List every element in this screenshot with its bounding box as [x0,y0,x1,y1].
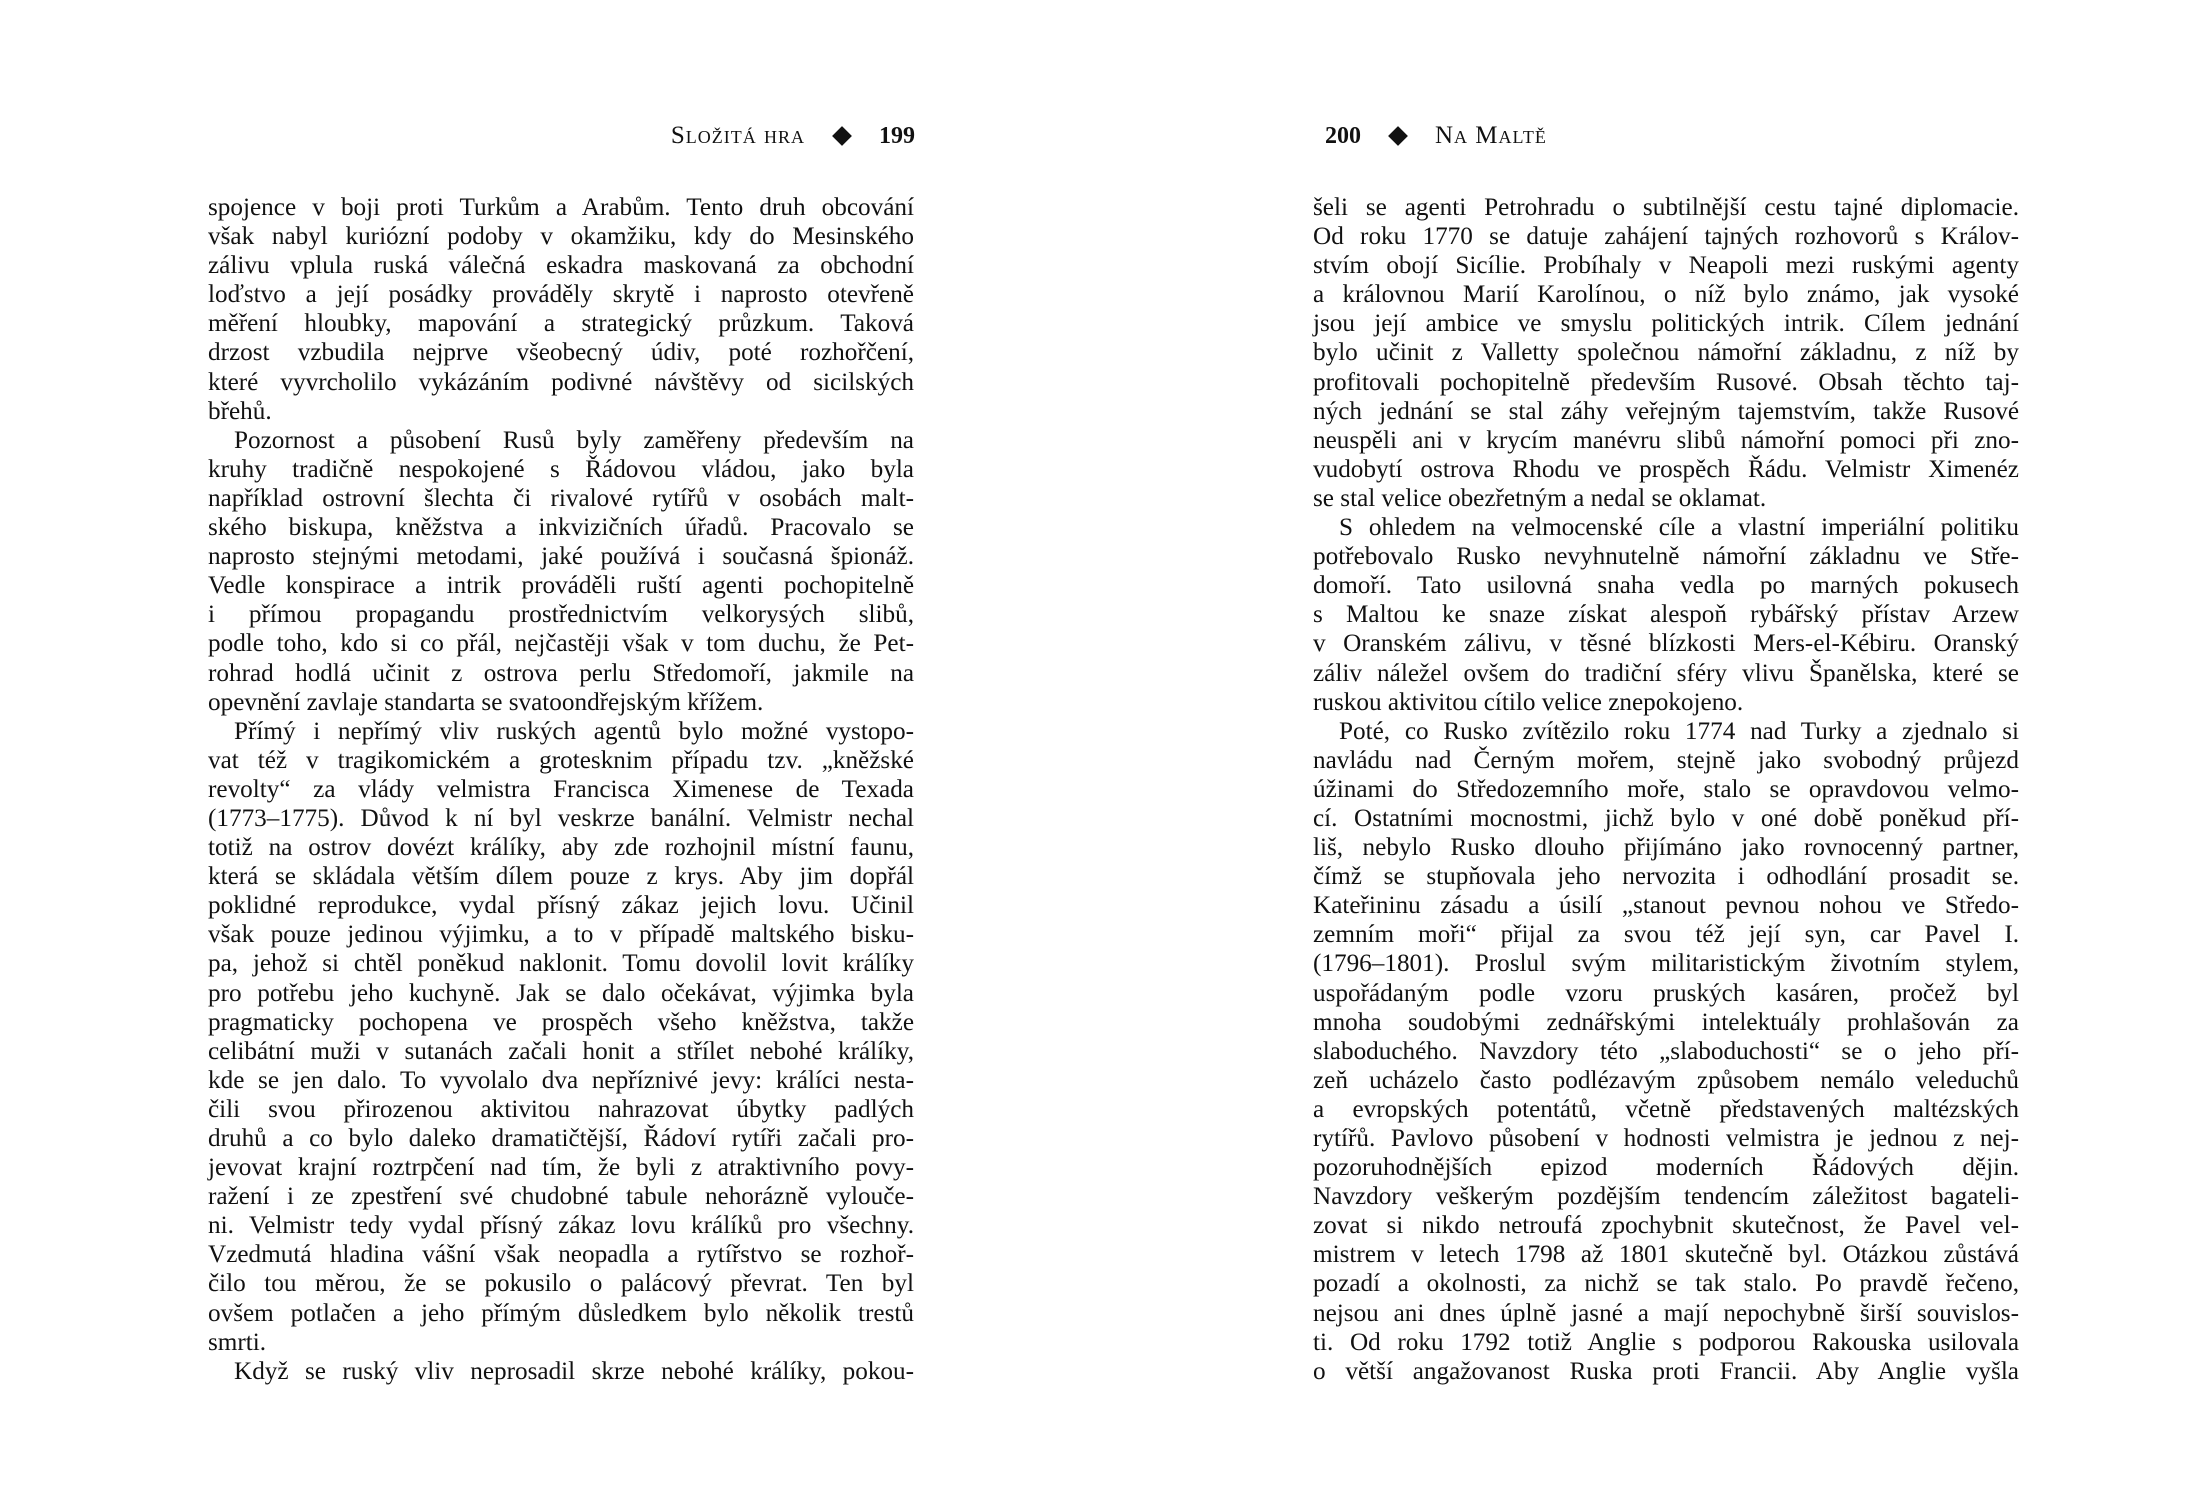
text-line: Vedle konspirace a intrik prováděli ruští agenti pochopitelně [208,572,914,600]
text-line: vudobytí ostrova Rhodu ve prospěch Řádu. Velmistr Ximenéz [1313,455,2019,483]
text-line: revolty“ za vlády velmistra Francisca Ximenese de Texada [208,775,914,803]
paragraph [1313,717,2019,1386]
text-line: mnoha soudobými zednářskými intelektuály prohlašován za [1313,1008,2019,1036]
text-line: ni. Velmistr tedy vydal přísný zákaz lovu králíků pro všechny. [208,1212,914,1240]
running-head-right [1325,118,1547,154]
text-line: druhů a co bylo daleko dramatičtější, Řádoví rytíři začali pro- [208,1125,914,1152]
text-line: břehů. [208,397,272,425]
text-line: kde se jen dalo. To vyvolalo dva nepříznivé jevy: králíci nesta- [208,1066,914,1094]
page-number: 199 [879,122,915,149]
text-line: například ostrovní šlechta či rivalové rytířů v osobách malt- [208,484,914,512]
chapter-title: Na Maltě [1435,122,1547,149]
text-line: které vyvrcholilo vykázáním podivné návštěvy od sicilských [208,368,914,396]
paragraph [208,717,914,1357]
text-line: nejsou ani dnes úplně jasné a mají nepochybně širší souvislos- [1313,1299,2019,1327]
text-line: mistrem v letech 1798 až 1801 skutečně byl. Otázkou zůstává [1313,1241,2019,1269]
text-line: cí. Ostatními mocnostmi, jichž bylo v oné době poněkud pří- [1313,804,2019,832]
text-line: rytířů. Pavlovo působení v hodnosti velmistra je jednou z nej- [1313,1125,2019,1152]
paragraph [1313,193,2019,513]
text-line: pragmaticky pochopena ve prospěch všeho kněžstva, takže [208,1008,914,1036]
text-line: naprosto stejnými metodami, jaké používá i současná špionáž. [208,543,914,571]
text-line: drzost vzbudila nejprve všeobecný údiv, poté rozhořčení, [208,339,914,367]
paragraph [208,426,914,717]
text-line: vat též v tragikomickém a grotesknim případu tzv. „kněžské [208,746,914,774]
text-line: čilo tou měrou, že se pokusilo o palácový převrat. Ten byl [208,1270,914,1298]
text-line: poklidné reprodukce, vydal přísný zákaz jejich lovu. Učinil [208,892,914,920]
text-line: profitovali pochopitelně především Rusové. Obsah těchto taj- [1313,368,2019,396]
text-line: stvím obojí Sicílie. Probíhaly v Neapoli mezi ruskými agenty [1313,252,2019,280]
text-line: zeň ucházelo často podlézavým způsobem nemálo veleduchů [1313,1066,2019,1094]
text-line: ského biskupa, kněžstva a inkvizičních úřadů. Pracovalo se [208,514,914,542]
text-line: o větší angažovanost Ruska proti Francii. Aby Anglie vyšla [1313,1357,2019,1385]
text-line: Když se ruský vliv neprosadil skrze nebohé králíky, pokou- [234,1357,914,1385]
body-text [1313,193,2019,1386]
text-line: Vzedmutá hladina vášní však neopadla a rytířstvo se rozhoř- [208,1241,914,1269]
text-line: navládu nad Černým mořem, stejně jako svobodný průjezd [1313,746,2019,774]
text-line: uspořádaným podle vzoru pruských kasáren, pročež byl [1313,979,2019,1007]
paragraph [208,1357,914,1386]
text-line: záliv náležel ovšem do tradiční sféry vlivu Španělska, které se [1313,659,2019,687]
text-line: pro potřebu jeho kuchyně. Jak se dalo očekávat, výjimka byla [208,979,914,1007]
text-line: čímž se stupňovala jeho nervozita i odhodlání prosadit se. [1313,863,2019,891]
paragraph [1313,513,2019,717]
text-line: pa, jehož si chtěl poněkud naklonit. Tomu dovolil lovit králíky [208,950,914,978]
text-line: ti. Od roku 1792 totiž Anglie s podporou Rakouska usilovala [1313,1328,2019,1356]
text-line: loďstvo a její posádky prováděly skrytě i naprosto otevřeně [208,281,914,309]
text-line: ovšem potlačen a jeho přímým důsledkem bylo několik trestů [208,1299,914,1327]
page-number: 200 [1325,122,1361,149]
text-line: slaboduchého. Navzdory této „slaboduchosti“ se o jeho pří- [1313,1037,2019,1065]
text-line: měření hloubky, mapování a strategický průzkum. Taková [208,310,914,338]
text-line: liš, nebylo Rusko dlouho přijímáno jako rovnocenný partner, [1313,834,2019,862]
text-line: smrti. [208,1328,267,1356]
running-head-left [671,118,915,154]
text-line: podle toho, kdo si co přál, nejčastěji však v tom duchu, že Pet- [208,630,914,658]
text-line: Od roku 1770 se datuje zahájení tajných rozhovorů s Králov- [1313,223,2019,251]
text-line: ných jednání se stal záhy veřejným tajemstvím, takže Rusové [1313,397,2019,425]
text-line: kruhy tradičně nespokojené s Řádovou vládou, jako byla [208,455,914,483]
text-line: celibátní muži v sutanách začali honit a střílet nebohé králíky, [208,1037,914,1065]
text-line: pozadí a okolnosti, za nichž se tak stalo. Po pravdě řečeno, [1313,1270,2019,1298]
text-line: však pouze jedinou výjimku, a to v případě maltského bisku- [208,921,914,949]
text-line: rohrad hodlá učinit z ostrova perlu Středomoří, jakmile na [208,659,914,687]
text-line: jsou její ambice ve smyslu politických intrik. Cílem jednání [1313,310,2019,338]
text-line: a evropských potentátů, včetně představených maltézských [1313,1095,2019,1123]
body-text [208,193,914,1386]
text-line: jevovat krajní roztrpčení nad tím, že byli z atraktivního povy- [208,1154,914,1182]
diamond-ornament-icon [832,126,852,146]
text-line: Navzdory veškerým pozdějším tendencím záležitost bagateli- [1313,1183,2019,1211]
text-line: ruskou aktivitou cítilo velice znepokojeno. [1313,688,1744,716]
diamond-ornament-icon [1388,126,1408,146]
text-line: totiž na ostrov dovézt králíky, aby zde rozhojnil místní faunu, [208,834,914,862]
text-line: šeli se agenti Petrohradu o subtilnější cestu tajné diplomacie. [1313,194,2019,221]
text-line: Pozornost a působení Rusů byly zaměřeny především na [234,426,914,454]
chapter-title: Složitá hra [670,122,805,149]
text-line: se stal velice obezřetným a nedal se oklamat. [1313,484,1767,512]
text-line: potřebovalo Rusko nevyhnutelně námořní základnu ve Stře- [1313,543,2019,571]
text-line: domoří. Tato usilovná snaha vedla po marných pokusech [1313,572,2019,600]
text-line: úžinami do Středozemního moře, stalo se opravdovou velmo- [1313,775,2019,803]
text-line: zemním moři“ přijal za svou též její syn, car Pavel I. [1313,921,2019,949]
text-line: bylo učinit z Valletty společnou námořní základnu, z níž by [1313,339,2019,367]
text-line: ražení i ze zpestření své chudobné tabule nehorázně vylouče- [208,1183,914,1211]
text-line: však nabyl kuriózní podoby v okamžiku, kdy do Mesinského [208,223,914,251]
text-line: s Maltou ke snaze získat alespoň rybářský přístav Arzew [1313,601,2019,629]
paragraph [208,193,914,426]
text-line: (1773–1775). Důvod k ní byl veskrze banální. Velmistr nechal [208,804,914,832]
text-line: neuspěli ani v krycím manévru slibů námořní pomoci při zno- [1313,426,2019,454]
text-line: spojence v boji proti Turkům a Arabům. Tento druh obcování [208,194,914,221]
text-line: která se skládala větším dílem pouze z krys. Aby jim dopřál [208,863,914,891]
right-page [1105,0,2210,1500]
text-line: pozoruhodnějších epizod moderních Řádových dějin. [1313,1154,2019,1182]
text-line: zálivu vplula ruská válečná eskadra maskovaná za obchodní [208,252,914,280]
text-line: a královnou Marií Karolínou, o níž bylo známo, jak vysoké [1313,281,2019,309]
text-line: Poté, co Rusko zvítězilo roku 1774 nad Turky a zjednalo si [1339,717,2019,745]
text-line: v Oranském zálivu, v těsné blízkosti Mers-el-Kébiru. Oranský [1313,630,2019,658]
text-line: (1796–1801). Proslul svým militaristickým životním stylem, [1313,950,2019,978]
text-line: zovat si nikdo netroufá zpochybnit skutečnost, že Pavel vel- [1313,1212,2019,1240]
text-line: S ohledem na velmocenské cíle a vlastní imperiální politiku [1339,514,2019,542]
text-line: opevnění zavlaje standarta se svatoondřejským křížem. [208,688,764,716]
text-line: čili svou přirozenou aktivitou nahrazovat úbytky padlých [208,1095,914,1123]
text-line: Kateřininu zásadu a úsilí „stanout pevnou nohou ve Středo- [1313,892,2019,920]
text-line: i přímou propagandu prostřednictvím velkorysých slibů, [208,601,914,629]
text-line: Přímý i nepřímý vliv ruských agentů bylo možné vystopo- [234,717,914,745]
